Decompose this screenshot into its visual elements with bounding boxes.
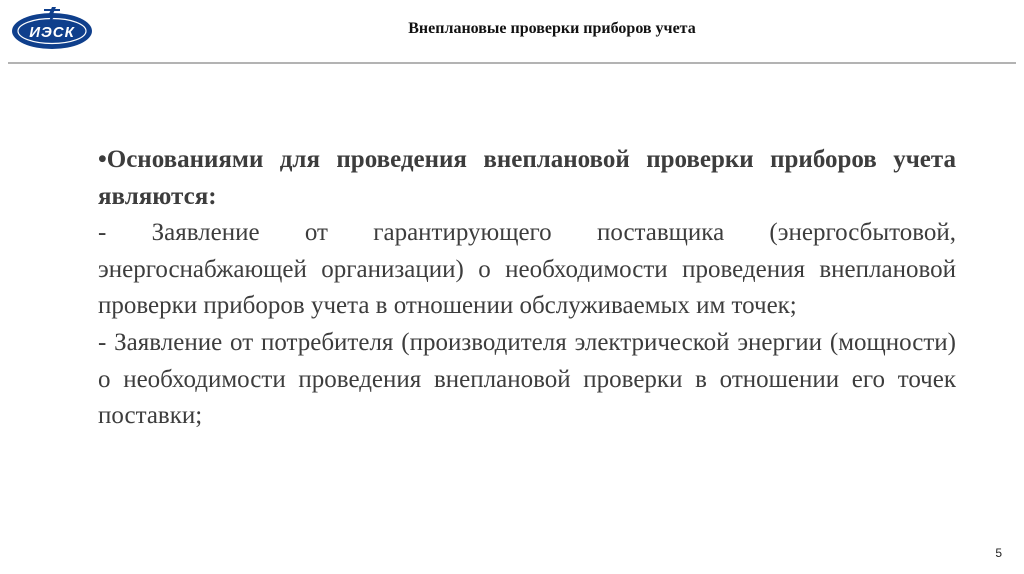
- list-item: - Заявление от потребителя (производителя электрической энергии (мощности) о необходимости проведения внеплановой проверки в отношении его точек поставки;: [98, 328, 956, 430]
- logo-text: ИЭСК: [29, 24, 75, 41]
- list-item: - Заявление от гарантирующего поставщика (энергосбытовой, энергоснабжающей организации) о необходимости проведения внеплановой проверки приборов учета в отношении обслуживаемых им точек;: [98, 219, 956, 320]
- iesk-logo-icon: [10, 6, 94, 54]
- page-number: 5: [995, 546, 1002, 560]
- lead-paragraph: •Основаниями для проведения внеплановой проверки приборов учета являются:: [98, 146, 956, 210]
- slide-header: [0, 0, 1024, 62]
- slide-body: [98, 142, 956, 435]
- header-divider: [8, 62, 1016, 64]
- slide-title: Внеплановые проверки приборов учета: [408, 20, 696, 37]
